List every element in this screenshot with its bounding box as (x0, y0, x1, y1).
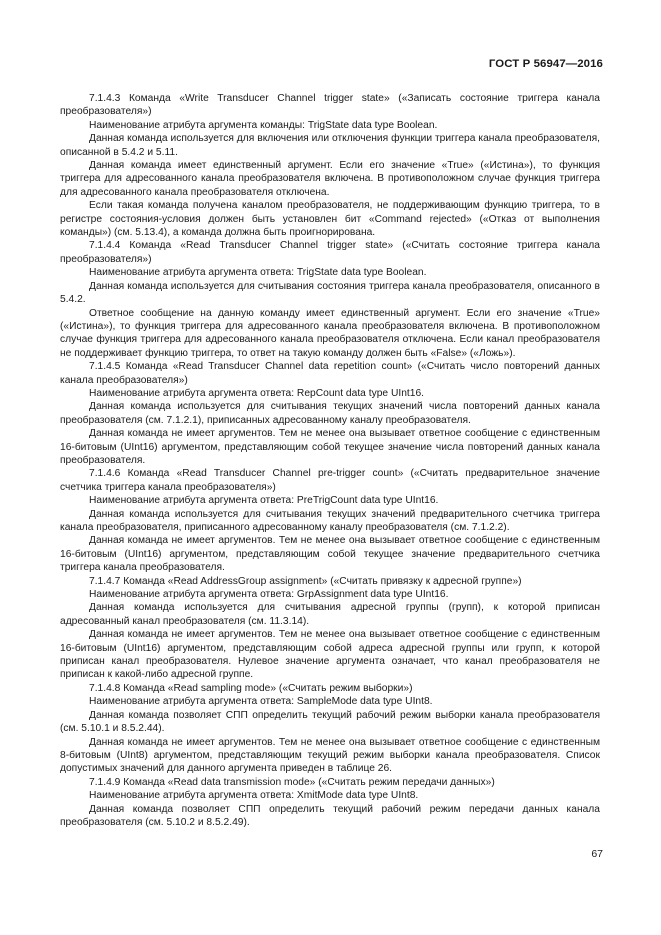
paragraph: Ответное сообщение на данную команду имеет единственный аргумент. Если его значение «True» («Истина»), то функция триггера для адресованного канала преобразователя включена. В противоположном случае функция триггера для адресованного канала преобразователя отключена. Если канал преобразователя не поддерживает функцию триггера, то ответ на такую команду должен быть «False» («Ложь»). (60, 307, 600, 359)
paragraph: Данная команда используется для включения или отключения функции триггера канала преобразователя, описанной в 5.4.2 и 5.11. (60, 133, 600, 158)
paragraph: Наименование атрибута аргумента ответа: PreTrigCount data type UInt16. (89, 495, 439, 507)
paragraph: Наименование атрибута аргумента ответа: RepCount data type UInt16. (89, 387, 424, 399)
section-heading-7-1-4-8: 7.1.4.8 Команда «Read sampling mode» («Считать режим выборки») (89, 682, 413, 694)
page-number: 67 (591, 848, 603, 860)
paragraph: Наименование атрибута аргумента ответа: SampleMode data type UInt8. (89, 696, 433, 708)
paragraph: Наименование атрибута аргумента команды: TrigState data type Boolean. (89, 119, 438, 131)
section-heading-7-1-4-9: 7.1.4.9 Команда «Read data transmission mode» («Считать режим передачи данных») (89, 776, 495, 788)
paragraph: Данная команда используется для считывания адресной группы (групп), к которой приписан адресованный канал преобразователя (см. 11.3.14). (60, 602, 600, 627)
paragraph: Наименование атрибута аргумента ответа: XmitMode data type UInt8. (89, 790, 419, 802)
paragraph: Данная команда используется для считывания состояния триггера канала преобразователя, описанного в 5.4.2. (60, 280, 600, 306)
paragraph: Данная команда имеет единственный аргумент. Если его значение «True» («Истина»), то функция триггера для адресованного канала преобразователя включена. В противоположном случае функция триггера для адресованного канала преобразователя отключена. (60, 160, 600, 198)
paragraph: Наименование атрибута аргумента ответа: GrpAssignment data type UInt16. (89, 589, 449, 601)
paragraph: Данная команда используется для считывания текущих значений предварительного счетчика триггера канала преобразователя, приписанного адресованному каналу преобразователя (см. 7.1.2.2). (60, 508, 600, 533)
section-heading-7-1-4-4: 7.1.4.4 Команда «Read Transducer Channel trigger state» («Считать состояние триггера канала преобразователя») (60, 240, 600, 265)
document-standard-id: ГОСТ Р 56947—2016 (488, 58, 603, 70)
paragraph: Наименование атрибута аргумента ответа: TrigState data type Boolean. (89, 267, 427, 279)
paragraph: Данная команда не имеет аргументов. Тем не менее она вызывает ответное сообщение с единственным 16-битовым (UInt16) аргументом, представляющим собой адреса адресной группы или групп, к которой приписан канал преобразователя. Нулевое значение аргумента означает, что канал преобразователя не приписан к какой-либо адресной группе. (60, 629, 600, 681)
paragraph: Данная команда не имеет аргументов. Тем не менее она вызывает ответное сообщение с единственным 16-битовым (UInt16) аргументом, представляющим собой текущее значение числа повторений данных канала преобразователя. (60, 428, 600, 466)
paragraph: Если такая команда получена каналом преобразователя, не поддерживающим функцию триггера, то в регистре состояния-условия должен быть установлен бит «Command rejected» («Отказ от выполнения команды») (см. 5.13.4), а команда должна быть проигнорирована. (60, 200, 600, 239)
section-heading-7-1-4-6: 7.1.4.6 Команда «Read Transducer Channel pre-trigger count» («Считать предварительное значение счетчика триггера канала преобразователя») (60, 468, 600, 493)
paragraph: Данная команда не имеет аргументов. Тем не менее она вызывает ответное сообщение с единственным 8-битовым (UInt8) аргументом, представляющим текущий режим выборки канала преобразователя. Список допустимых значений для данного аргумента приведен в таблице 26. (60, 736, 600, 775)
paragraph: Данная команда не имеет аргументов. Тем не менее она вызывает ответное сообщение с единственным 16-битовым (UInt16) аргументом, представляющим собой текущее значение предварительного счетчика триггера канала преобразователя. (60, 535, 600, 574)
document-body (60, 92, 600, 829)
section-heading-7-1-4-3: 7.1.4.3 Команда «Write Transducer Channel trigger state» («Записать состояние триггера канала преобразователя») (60, 93, 600, 118)
paragraph: Данная команда позволяет СПП определить текущий рабочий режим выборки канала преобразователя (см. 5.10.1 и 8.5.2.44). (60, 709, 600, 735)
paragraph: Данная команда позволяет СПП определить текущий рабочий режим передачи данных канала преобразователя (см. 5.10.2 и 8.5.2.49). (60, 803, 600, 828)
section-heading-7-1-4-5: 7.1.4.5 Команда «Read Transducer Channel data repetition count» («Считать число повторений данных канала преобразователя») (60, 361, 600, 386)
section-heading-7-1-4-7: 7.1.4.7 Команда «Read AddressGroup assignment» («Считать привязку к адресной группе») (89, 575, 522, 587)
paragraph: Данная команда используется для считывания текущих значений числа повторений данных канала преобразователя (см. 7.1.2.1), приписанных адресованному каналу преобразователя. (60, 401, 600, 426)
